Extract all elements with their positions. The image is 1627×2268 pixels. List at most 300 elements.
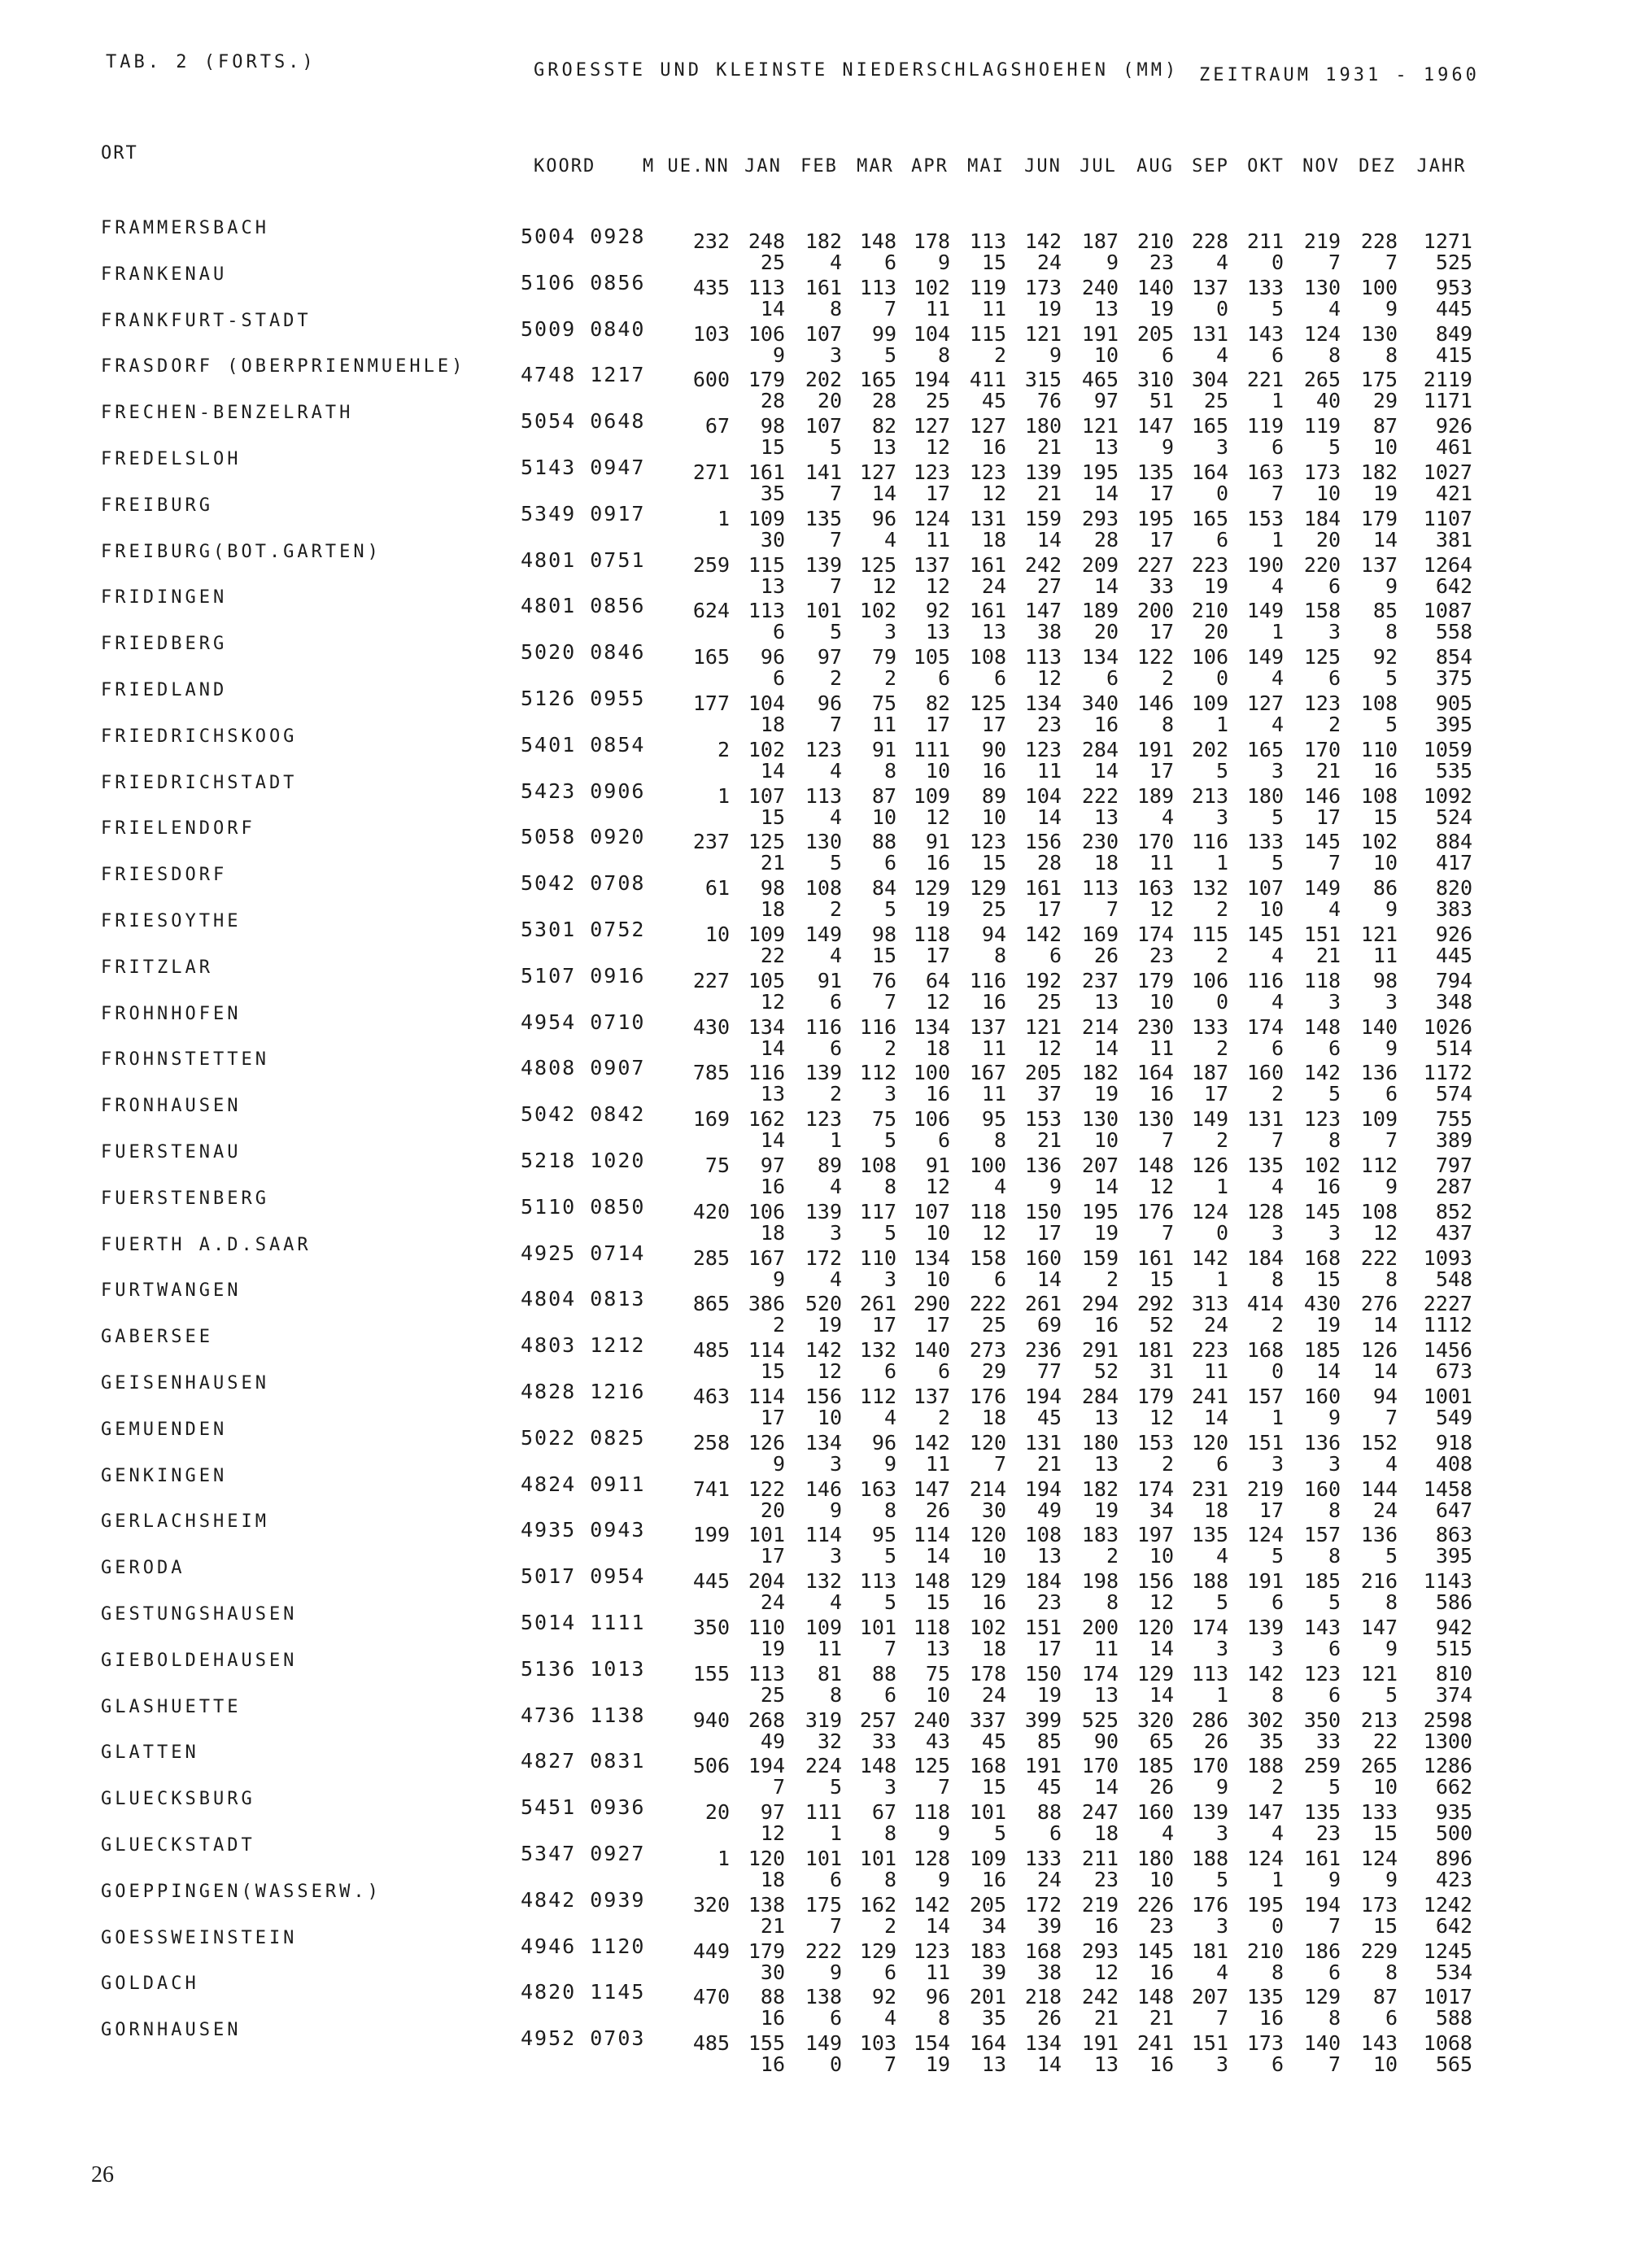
min-value-cell: 12: [871, 574, 896, 598]
max-value-cell: 337: [969, 1708, 1006, 1732]
max-value-cell: 134: [913, 1246, 950, 1270]
min-value-cell: 9: [937, 1821, 950, 1845]
station-elevation: 865: [692, 1292, 730, 1315]
min-value-cell: 21: [1036, 482, 1062, 505]
min-value-cell: 23: [1149, 1914, 1174, 1938]
max-value-cell: 284: [1081, 1385, 1119, 1408]
max-value-cell: 107: [913, 1200, 950, 1223]
col-header-feb: FEB: [800, 156, 838, 177]
max-value-cell: 107: [748, 784, 785, 808]
station-coordinates: 4736 1138: [521, 1703, 646, 1727]
min-value-cell: 4: [1271, 990, 1284, 1014]
min-value-cell: 421: [1435, 482, 1472, 505]
max-value-cell: 194: [748, 1754, 785, 1777]
min-value-cell: 16: [1093, 713, 1119, 736]
min-value-cell: 10: [1372, 851, 1398, 874]
min-value-cell: 45: [981, 389, 1006, 412]
min-value-cell: 5: [1328, 1590, 1341, 1614]
min-value-cell: 19: [1093, 1498, 1119, 1522]
station-name: FRIEDLAND: [101, 680, 228, 700]
max-value-cell: 268: [748, 1708, 785, 1732]
min-value-cell: 2: [883, 1036, 896, 1060]
station-coordinates: 5017 0954: [521, 1564, 646, 1588]
max-value-cell: 188: [1191, 1847, 1228, 1870]
min-value-cell: 1: [1215, 1175, 1228, 1198]
min-value-cell: 6: [829, 2006, 842, 2030]
min-value-cell: 10: [1372, 1775, 1398, 1799]
station-name: FROHNHOFEN: [101, 1004, 242, 1024]
station-coordinates: 4828 1216: [521, 1380, 646, 1403]
max-value-cell: 100: [913, 1061, 950, 1084]
min-value-cell: 7: [1271, 482, 1284, 505]
min-value-cell: 3: [829, 1544, 842, 1568]
max-value-cell: 127: [1246, 691, 1284, 715]
min-value-cell: 7: [1385, 1128, 1398, 1152]
min-value-cell: 5: [883, 1544, 896, 1568]
station-coordinates: 4925 0714: [521, 1241, 646, 1265]
max-value-cell: 113: [1081, 876, 1119, 900]
min-value-cell: 18: [981, 528, 1006, 552]
station-name: FUERTH A.D.SAAR: [101, 1235, 312, 1255]
station-row: [0, 1141, 1627, 1198]
min-value-cell: 9: [772, 343, 785, 367]
max-value-cell: 126: [748, 1431, 785, 1455]
max-value-cell: 87: [1372, 414, 1398, 438]
max-value-cell: 117: [859, 1200, 896, 1223]
max-value-cell: 130: [1360, 322, 1398, 346]
max-value-cell: 136: [1360, 1061, 1398, 1084]
min-value-cell: 10: [925, 1267, 950, 1291]
station-coordinates: 4820 1145: [521, 1980, 646, 2004]
max-value-cell: 125: [748, 830, 785, 853]
max-value-cell: 185: [1136, 1754, 1174, 1777]
max-value-cell: 125: [1303, 645, 1341, 669]
min-value-cell: 12: [981, 1221, 1006, 1245]
max-value-cell: 116: [1191, 830, 1228, 853]
max-value-cell: 918: [1435, 1431, 1472, 1455]
max-value-cell: 119: [969, 276, 1006, 299]
max-value-cell: 91: [817, 969, 842, 992]
max-value-cell: 168: [969, 1754, 1006, 1777]
min-value-cell: 8: [937, 343, 950, 367]
min-value-cell: 28: [1093, 528, 1119, 552]
min-value-cell: 12: [817, 1359, 842, 1383]
max-value-cell: 120: [969, 1523, 1006, 1546]
station-elevation: 470: [692, 1985, 730, 2008]
max-value-cell: 153: [1024, 1107, 1062, 1131]
max-value-cell: 165: [1246, 738, 1284, 761]
max-value-cell: 124: [913, 507, 950, 530]
max-value-cell: 863: [1435, 1523, 1472, 1546]
station-row: [0, 1372, 1627, 1429]
max-value-cell: 96: [760, 645, 785, 669]
min-value-cell: 10: [925, 1221, 950, 1245]
min-value-cell: 5: [1328, 1775, 1341, 1799]
max-value-cell: 119: [1303, 414, 1341, 438]
station-name: FROHNSTETTEN: [101, 1049, 269, 1070]
min-value-cell: 17: [1315, 805, 1341, 829]
min-value-cell: 6: [883, 251, 896, 274]
max-value-cell: 176: [1191, 1893, 1228, 1917]
min-value-cell: 19: [1149, 297, 1174, 321]
min-value-cell: 10: [1093, 343, 1119, 367]
max-value-cell: 127: [859, 460, 896, 484]
max-value-cell: 174: [1136, 1477, 1174, 1501]
min-value-cell: 6: [829, 1036, 842, 1060]
max-value-cell: 112: [1360, 1154, 1398, 1177]
station-coordinates: 4946 1120: [521, 1934, 646, 1958]
min-value-cell: 5: [1215, 759, 1228, 783]
max-value-cell: 222: [805, 1939, 842, 1963]
max-value-cell: 130: [1136, 1107, 1174, 1131]
max-value-cell: 82: [925, 691, 950, 715]
min-value-cell: 20: [760, 1498, 785, 1522]
min-value-cell: 588: [1435, 2006, 1472, 2030]
station-elevation: 75: [704, 1154, 730, 1177]
max-value-cell: 1017: [1423, 1985, 1472, 2008]
max-value-cell: 99: [871, 322, 896, 346]
min-value-cell: 45: [1036, 1406, 1062, 1429]
max-value-cell: 160: [1136, 1800, 1174, 1824]
min-value-cell: 0: [1215, 1221, 1228, 1245]
max-value-cell: 116: [859, 1015, 896, 1039]
max-value-cell: 94: [981, 922, 1006, 946]
max-value-cell: 257: [859, 1708, 896, 1732]
min-value-cell: 10: [1372, 435, 1398, 459]
max-value-cell: 109: [1360, 1107, 1398, 1131]
min-value-cell: 37: [1036, 1082, 1062, 1106]
min-value-cell: 20: [1315, 528, 1341, 552]
min-value-cell: 18: [760, 1221, 785, 1245]
max-value-cell: 161: [748, 460, 785, 484]
station-coordinates: 5143 0947: [521, 456, 646, 479]
max-value-cell: 125: [859, 553, 896, 577]
min-value-cell: 9: [1049, 343, 1062, 367]
max-value-cell: 123: [805, 1107, 842, 1131]
min-value-cell: 5: [1271, 805, 1284, 829]
max-value-cell: 109: [805, 1616, 842, 1639]
min-value-cell: 662: [1435, 1775, 1472, 1799]
max-value-cell: 75: [925, 1662, 950, 1686]
min-value-cell: 8: [1161, 713, 1174, 736]
col-header-jahr: JAHR: [1416, 156, 1467, 177]
min-value-cell: 13: [1093, 1406, 1119, 1429]
min-value-cell: 3: [1328, 620, 1341, 643]
col-header-okt: OKT: [1247, 156, 1285, 177]
max-value-cell: 137: [913, 1385, 950, 1408]
min-value-cell: 4: [883, 528, 896, 552]
min-value-cell: 5: [1271, 1544, 1284, 1568]
max-value-cell: 141: [805, 460, 842, 484]
min-value-cell: 77: [1036, 1359, 1062, 1383]
station-elevation: 177: [692, 691, 730, 715]
max-value-cell: 132: [859, 1338, 896, 1362]
max-value-cell: 82: [871, 414, 896, 438]
max-value-cell: 113: [748, 276, 785, 299]
min-value-cell: 5: [1328, 435, 1341, 459]
min-value-cell: 33: [1149, 574, 1174, 598]
max-value-cell: 125: [969, 691, 1006, 715]
max-value-cell: 195: [1136, 507, 1174, 530]
max-value-cell: 108: [1360, 784, 1398, 808]
min-value-cell: 7: [1328, 251, 1341, 274]
max-value-cell: 136: [1303, 1431, 1341, 1455]
min-value-cell: 4: [1161, 805, 1174, 829]
max-value-cell: 109: [969, 1847, 1006, 1870]
station-coordinates: 5054 0648: [521, 409, 646, 433]
min-value-cell: 6: [772, 620, 785, 643]
min-value-cell: 16: [1149, 1082, 1174, 1106]
min-value-cell: 23: [1093, 1868, 1119, 1891]
min-value-cell: 7: [772, 1775, 785, 1799]
max-value-cell: 157: [1246, 1385, 1284, 1408]
min-value-cell: 19: [1372, 482, 1398, 505]
min-value-cell: 4: [1215, 1961, 1228, 1984]
min-value-cell: 6: [1215, 1452, 1228, 1476]
max-value-cell: 128: [913, 1847, 950, 1870]
min-value-cell: 10: [1258, 897, 1284, 921]
min-value-cell: 19: [1203, 574, 1228, 598]
min-value-cell: 2: [829, 1082, 842, 1106]
min-value-cell: 2: [937, 1406, 950, 1429]
min-value-cell: 19: [925, 897, 950, 921]
station-name: FREIBURG: [101, 495, 213, 516]
min-value-cell: 28: [1036, 851, 1062, 874]
station-elevation: 259: [692, 553, 730, 577]
max-value-cell: 108: [859, 1154, 896, 1177]
min-value-cell: 4: [1385, 1452, 1398, 1476]
max-value-cell: 290: [913, 1292, 950, 1315]
max-value-cell: 935: [1435, 1800, 1472, 1824]
max-value-cell: 128: [1246, 1200, 1284, 1223]
max-value-cell: 194: [1024, 1385, 1062, 1408]
station-coordinates: 5136 1013: [521, 1657, 646, 1681]
period-label: ZEITRAUM 1931 - 1960: [1199, 65, 1480, 85]
max-value-cell: 101: [805, 1847, 842, 1870]
max-value-cell: 134: [1081, 645, 1119, 669]
max-value-cell: 293: [1081, 507, 1119, 530]
min-value-cell: 3: [1215, 435, 1228, 459]
max-value-cell: 120: [969, 1431, 1006, 1455]
max-value-cell: 134: [913, 1015, 950, 1039]
min-value-cell: 549: [1435, 1406, 1472, 1429]
min-value-cell: 515: [1435, 1637, 1472, 1660]
max-value-cell: 810: [1435, 1662, 1472, 1686]
max-value-cell: 188: [1246, 1754, 1284, 1777]
min-value-cell: 18: [1093, 1821, 1119, 1845]
min-value-cell: 9: [772, 1452, 785, 1476]
max-value-cell: 174: [1081, 1662, 1119, 1686]
min-value-cell: 1: [829, 1821, 842, 1845]
min-value-cell: 18: [1093, 851, 1119, 874]
max-value-cell: 170: [1136, 830, 1174, 853]
min-value-cell: 31: [1149, 1359, 1174, 1383]
min-value-cell: 11: [981, 1036, 1006, 1060]
max-value-cell: 114: [748, 1338, 785, 1362]
station-coordinates: 4801 0751: [521, 548, 646, 572]
max-value-cell: 115: [748, 553, 785, 577]
min-value-cell: 26: [1093, 944, 1119, 967]
max-value-cell: 240: [1081, 276, 1119, 299]
min-value-cell: 38: [1036, 1961, 1062, 1984]
station-elevation: 169: [692, 1107, 730, 1131]
min-value-cell: 19: [1093, 1221, 1119, 1245]
min-value-cell: 10: [1093, 1128, 1119, 1152]
max-value-cell: 109: [1191, 691, 1228, 715]
min-value-cell: 4: [1328, 897, 1341, 921]
min-value-cell: 17: [1149, 620, 1174, 643]
min-value-cell: 2: [1215, 944, 1228, 967]
max-value-cell: 145: [1303, 1200, 1341, 1223]
min-value-cell: 673: [1435, 1359, 1472, 1383]
min-value-cell: 11: [1149, 851, 1174, 874]
station-elevation: 940: [692, 1708, 730, 1732]
max-value-cell: 106: [1191, 969, 1228, 992]
min-value-cell: 14: [1372, 1359, 1398, 1383]
max-value-cell: 160: [1303, 1477, 1341, 1501]
min-value-cell: 514: [1435, 1036, 1472, 1060]
min-value-cell: 8: [883, 1868, 896, 1891]
station-name: FURTWANGEN: [101, 1280, 242, 1301]
max-value-cell: 180: [1136, 1847, 1174, 1870]
max-value-cell: 142: [1191, 1246, 1228, 1270]
max-value-cell: 142: [913, 1893, 950, 1917]
min-value-cell: 19: [1036, 297, 1062, 321]
min-value-cell: 8: [1328, 343, 1341, 367]
min-value-cell: 24: [1036, 1868, 1062, 1891]
station-coordinates: 5110 0850: [521, 1195, 646, 1219]
min-value-cell: 35: [981, 2006, 1006, 2030]
col-header-apr: APR: [911, 156, 949, 177]
max-value-cell: 135: [1136, 460, 1174, 484]
station-name: GOEPPINGEN(WASSERW.): [101, 1882, 382, 1902]
station-elevation: 506: [692, 1754, 730, 1777]
max-value-cell: 149: [1191, 1107, 1228, 1131]
min-value-cell: 14: [925, 1914, 950, 1938]
min-value-cell: 7: [1385, 1406, 1398, 1429]
max-value-cell: 120: [1191, 1431, 1228, 1455]
max-value-cell: 219: [1246, 1477, 1284, 1501]
min-value-cell: 6: [1271, 435, 1284, 459]
max-value-cell: 163: [1246, 460, 1284, 484]
max-value-cell: 142: [1303, 1061, 1341, 1084]
max-value-cell: 182: [805, 229, 842, 253]
station-elevation: 258: [692, 1431, 730, 1455]
max-value-cell: 108: [805, 876, 842, 900]
min-value-cell: 15: [981, 1775, 1006, 1799]
min-value-cell: 30: [981, 1498, 1006, 1522]
min-value-cell: 8: [1385, 1961, 1398, 1984]
min-value-cell: 9: [1385, 297, 1398, 321]
col-header-jan: JAN: [744, 156, 782, 177]
max-value-cell: 91: [871, 738, 896, 761]
station-name: FRIEDRICHSKOOG: [101, 726, 298, 747]
max-value-cell: 164: [1136, 1061, 1174, 1084]
min-value-cell: 9: [829, 1498, 842, 1522]
max-value-cell: 118: [1303, 969, 1341, 992]
min-value-cell: 7: [829, 528, 842, 552]
max-value-cell: 884: [1435, 830, 1472, 853]
min-value-cell: 4: [1215, 251, 1228, 274]
max-value-cell: 145: [1303, 830, 1341, 853]
min-value-cell: 2: [1271, 1313, 1284, 1337]
min-value-cell: 5: [1385, 1544, 1398, 1568]
min-value-cell: 9: [1385, 897, 1398, 921]
min-value-cell: 11: [1203, 1359, 1228, 1383]
station-elevation: 624: [692, 599, 730, 622]
min-value-cell: 7: [1328, 1914, 1341, 1938]
station-elevation: 463: [692, 1385, 730, 1408]
max-value-cell: 173: [1024, 276, 1062, 299]
max-value-cell: 168: [1246, 1338, 1284, 1362]
min-value-cell: 15: [871, 944, 896, 967]
min-value-cell: 21: [1093, 2006, 1119, 2030]
min-value-cell: 10: [925, 1683, 950, 1707]
max-value-cell: 112: [859, 1061, 896, 1084]
max-value-cell: 195: [1081, 460, 1119, 484]
max-value-cell: 221: [1246, 368, 1284, 391]
max-value-cell: 149: [1246, 645, 1284, 669]
min-value-cell: 15: [760, 435, 785, 459]
min-value-cell: 13: [981, 2052, 1006, 2076]
min-value-cell: 1: [1271, 389, 1284, 412]
max-value-cell: 113: [748, 1662, 785, 1686]
min-value-cell: 6: [883, 851, 896, 874]
min-value-cell: 11: [817, 1637, 842, 1660]
max-value-cell: 259: [1303, 1754, 1341, 1777]
max-value-cell: 113: [748, 599, 785, 622]
station-name: FRIDINGEN: [101, 587, 228, 608]
col-header-koord: KOORD: [534, 156, 596, 177]
station-coordinates: 5218 1020: [521, 1149, 646, 1172]
min-value-cell: 13: [1093, 297, 1119, 321]
min-value-cell: 15: [1372, 1821, 1398, 1845]
max-value-cell: 172: [1024, 1893, 1062, 1917]
min-value-cell: 25: [1203, 389, 1228, 412]
min-value-cell: 3: [1215, 1914, 1228, 1938]
station-elevation: 103: [692, 322, 730, 346]
min-value-cell: 6: [993, 666, 1006, 690]
max-value-cell: 161: [1136, 1246, 1174, 1270]
min-value-cell: 17: [1258, 1498, 1284, 1522]
max-value-cell: 205: [969, 1893, 1006, 1917]
min-value-cell: 5: [1385, 713, 1398, 736]
max-value-cell: 131: [1191, 322, 1228, 346]
max-value-cell: 179: [1136, 1385, 1174, 1408]
max-value-cell: 135: [1246, 1154, 1284, 1177]
min-value-cell: 14: [1203, 1406, 1228, 1429]
max-value-cell: 107: [1246, 876, 1284, 900]
min-value-cell: 4: [829, 251, 842, 274]
max-value-cell: 137: [913, 553, 950, 577]
min-value-cell: 0: [1215, 666, 1228, 690]
max-value-cell: 179: [1360, 507, 1398, 530]
max-value-cell: 94: [1372, 1385, 1398, 1408]
max-value-cell: 132: [1191, 876, 1228, 900]
min-value-cell: 21: [1315, 944, 1341, 967]
min-value-cell: 9: [1385, 1868, 1398, 1891]
max-value-cell: 197: [1136, 1523, 1174, 1546]
max-value-cell: 156: [1136, 1569, 1174, 1593]
min-value-cell: 14: [1149, 1637, 1174, 1660]
min-value-cell: 3: [1385, 990, 1398, 1014]
min-value-cell: 7: [829, 1914, 842, 1938]
min-value-cell: 287: [1435, 1175, 1472, 1198]
min-value-cell: 34: [981, 1914, 1006, 1938]
min-value-cell: 9: [1385, 1175, 1398, 1198]
min-value-cell: 6: [1271, 2052, 1284, 2076]
min-value-cell: 8: [993, 944, 1006, 967]
